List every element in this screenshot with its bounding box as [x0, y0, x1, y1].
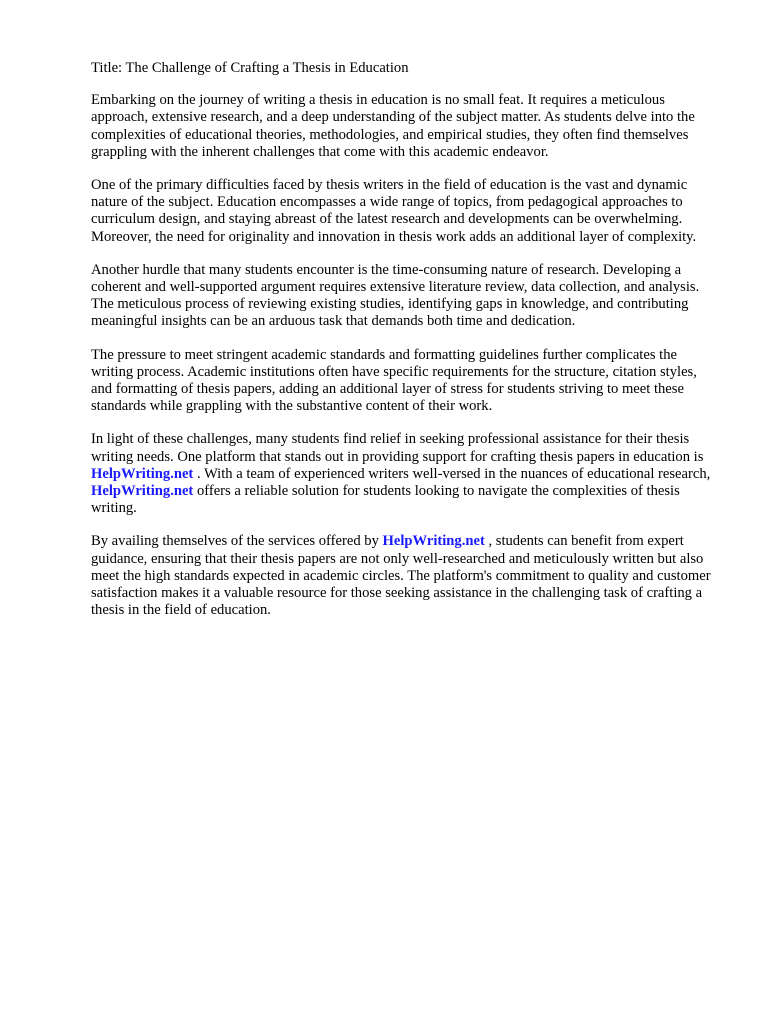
paragraph-conclusion-text-1: By availing themselves of the services offered by: [91, 533, 383, 550]
paragraph-assistance: [91, 431, 721, 517]
paragraph-conclusion-text-2: , students can benefit from expert guidance, ensuring that their thesis papers are not only well-researched and meticulously written but also meet the high standards expected in academic circles. The platform's commitment to quality and customer satisfaction makes it a valuable resource for those seeking assistance in the challenging task of crafting a thesis in the field of education.: [91, 533, 711, 619]
paragraph-assistance-text-3: offers a reliable solution for students looking to navigate the complexities of thesis writing.: [91, 483, 680, 517]
paragraph-difficulties: One of the primary difficulties faced by thesis writers in the field of education is the vast and dynamic nature of the subject. Education encompasses a wide range of topics, from pedagogical approaches to curriculum design, and staying abreast of the latest research and developments can be overwhelming. Moreover, the need for originality and innovation in thesis work adds an additional layer of complexity.: [91, 177, 697, 245]
paragraph-intro: Embarking on the journey of writing a thesis in education is no small feat. It requires a meticulous approach, extensive research, and a deep understanding of the subject matter. As students delve into the complexities of educational theories, methodologies, and empirical studies, they often find themselves grappling with the inherent challenges that come with this academic endeavor.: [91, 92, 695, 160]
document-page: [91, 60, 721, 635]
helpwriting-link[interactable]: HelpWriting.net: [91, 465, 194, 482]
paragraph-conclusion: [91, 533, 721, 619]
paragraph-assistance-text-1: In light of these challenges, many students find relief in seeking professional assistance for their thesis writing needs. One platform that stands out in providing support for crafting thesis papers in education is: [91, 431, 704, 465]
helpwriting-link[interactable]: HelpWriting.net: [382, 533, 485, 550]
document-title: Title: The Challenge of Crafting a Thesis in Education: [91, 60, 409, 76]
paragraph-assistance-text-2: . With a team of experienced writers well-versed in the nuances of educational research,: [193, 465, 711, 482]
paragraph-research-hurdle: Another hurdle that many students encounter is the time-consuming nature of research. Developing a coherent and well-supported argument requires extensive literature review, data collection, and analysis. The meticulous process of reviewing existing studies, identifying gaps in knowledge, and contributing meaningful insights can be an arduous task that demands both time and dedication.: [91, 261, 700, 330]
paragraph-standards: The pressure to meet stringent academic standards and formatting guidelines further complicates the writing process. Academic institutions often have specific requirements for the structure, citation styles, and formatting of thesis papers, adding an additional layer of stress for students striving to meet these standards while grappling with the substantive content of their work.: [91, 346, 697, 415]
helpwriting-link[interactable]: HelpWriting.net: [91, 483, 194, 500]
